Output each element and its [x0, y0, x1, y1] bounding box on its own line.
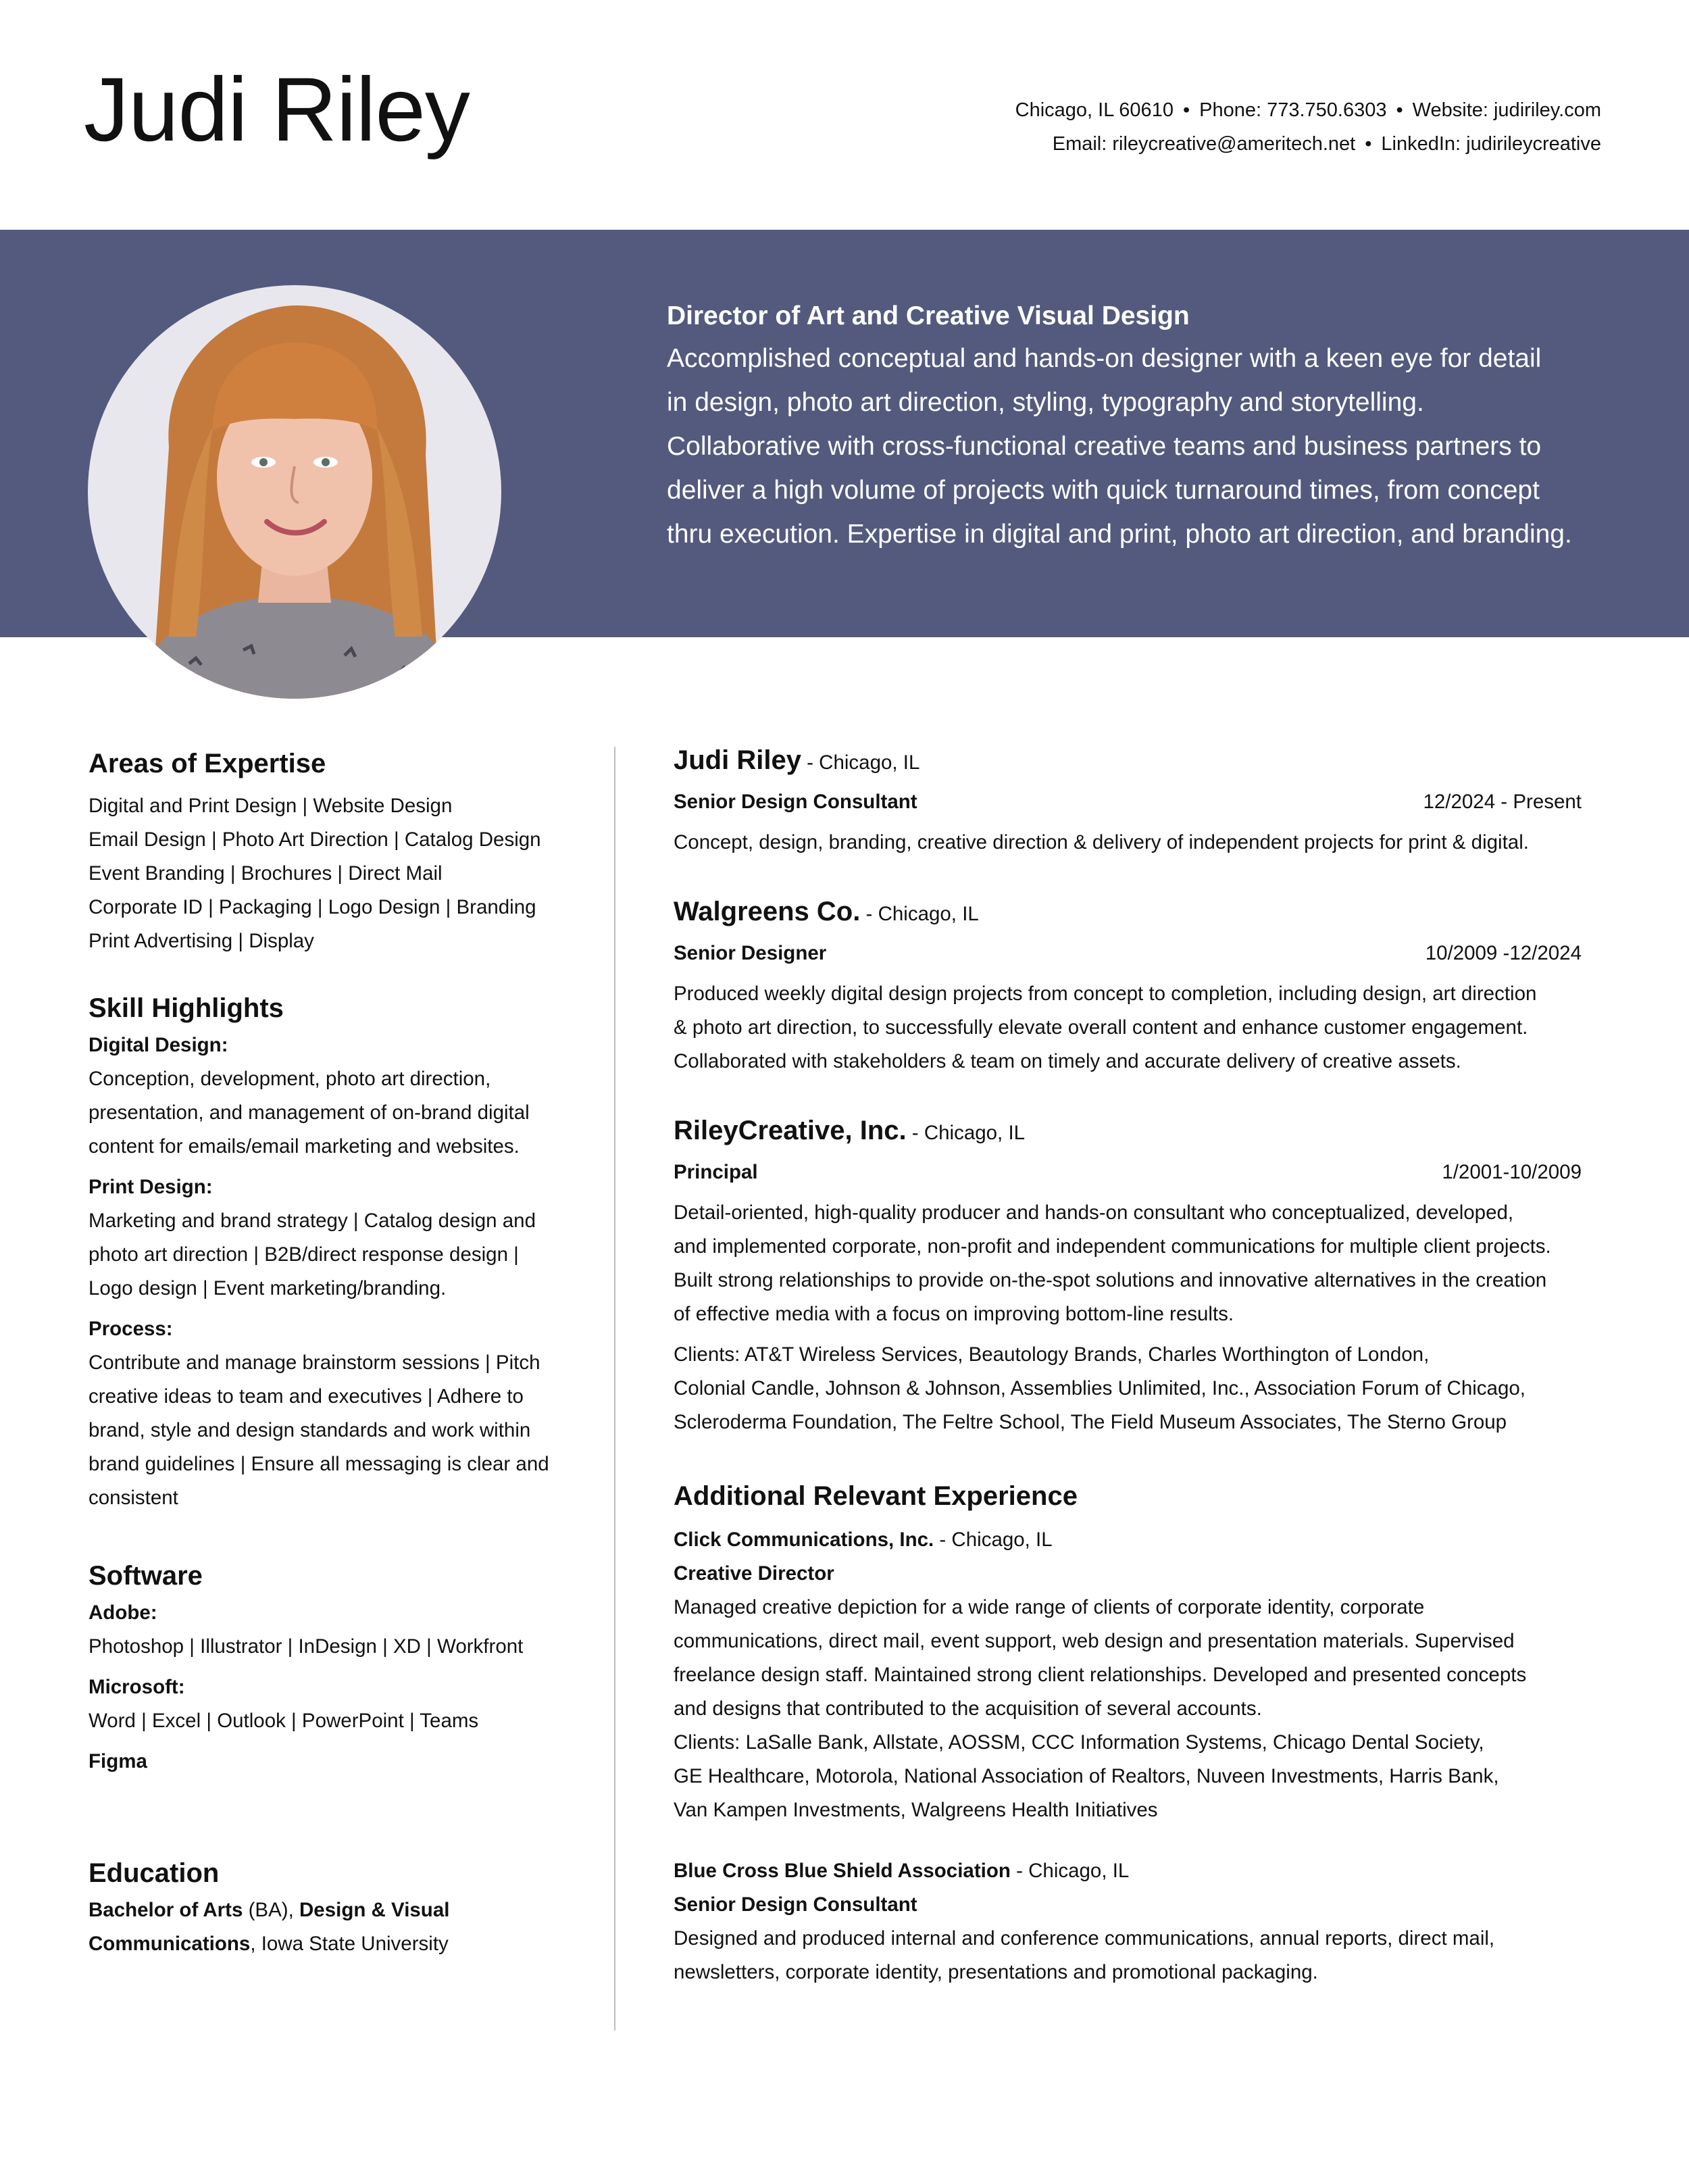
- profile-photo: [88, 285, 501, 699]
- software-microsoft-list: Word | Excel | Outlook | PowerPoint | Teams: [89, 1710, 479, 1732]
- portrait-illustration: [88, 285, 501, 699]
- skill-group-label: Digital Design:: [89, 1034, 228, 1056]
- job-heading: [674, 1114, 1606, 1150]
- job-entry: [674, 895, 1606, 1078]
- skill-line: content for emails/email marketing and websites.: [89, 1135, 520, 1158]
- separator-dot: •: [1182, 99, 1190, 121]
- job-role: Senior Design Consultant: [674, 791, 917, 813]
- job-entry: [674, 743, 1606, 860]
- skill-line: Contribute and manage brainstorm sessions | Pitch: [89, 1351, 540, 1374]
- contact-location: Chicago, IL 60610: [1015, 99, 1174, 121]
- job-desc-line: and implemented corporate, non-profit and independent communications for multiple client projects.: [674, 1235, 1551, 1258]
- contact-linkedin[interactable]: LinkedIn: judirileycreative: [1381, 133, 1601, 155]
- job-clients-line: Colonial Candle, Johnson & Johnson, Assemblies Unlimited, Inc., Association Forum of Chicago,: [674, 1377, 1526, 1399]
- skill-line: brand, style and design standards and work within: [89, 1419, 531, 1441]
- additional-location: - Chicago, IL: [934, 1529, 1053, 1551]
- software-adobe-label: Adobe:: [89, 1602, 157, 1624]
- skill-line: consistent: [89, 1487, 178, 1509]
- job-clients-line: Scleroderma Foundation, The Feltre School, The Field Museum Associates, The Sterno Group: [674, 1411, 1507, 1433]
- skill-group-label: Print Design:: [89, 1176, 213, 1198]
- summary-line: Accomplished conceptual and hands-on designer with a keen eye for detail: [667, 344, 1542, 373]
- additional-line: newsletters, corporate identity, presentations and promotional packaging.: [674, 1961, 1318, 1983]
- left-column: [89, 743, 588, 1961]
- expertise-heading: Areas of Expertise: [89, 749, 326, 778]
- job-desc-line: Concept, design, branding, creative direction & delivery of independent projects for print & digital.: [674, 831, 1529, 853]
- skill-group: [89, 1170, 588, 1306]
- skill-line: photo art direction | B2B/direct response design |: [89, 1243, 519, 1266]
- separator-dot: •: [1365, 133, 1372, 155]
- summary-line: in design, photo art direction, styling, typography and storytelling.: [667, 388, 1424, 417]
- job-location: - Chicago, IL: [860, 903, 979, 925]
- contact-line-2: [1015, 127, 1601, 161]
- additional-heading: Additional Relevant Experience: [674, 1481, 1078, 1511]
- job-location: - Chicago, IL: [906, 1122, 1026, 1144]
- job-company: Judi Riley: [674, 745, 801, 775]
- job-desc-line: Detail-oriented, high-quality producer and hands-on consultant who conceptualized, developed,: [674, 1201, 1514, 1224]
- skills-heading: Skill Highlights: [89, 993, 284, 1023]
- education-line-1: [89, 1893, 588, 1927]
- education-field: Communications: [89, 1933, 251, 1955]
- job-role-row: [674, 1156, 1606, 1189]
- skill-line: Marketing and brand strategy | Catalog design and: [89, 1210, 536, 1232]
- additional-role: Senior Design Consultant: [674, 1893, 917, 1916]
- contact-line-1: [1015, 93, 1601, 127]
- job-clients-line: Clients: AT&T Wireless Services, Beautology Brands, Charles Worthington of London,: [674, 1343, 1430, 1366]
- education-degree: Bachelor of Arts: [89, 1899, 243, 1921]
- job-role-row: [674, 937, 1606, 970]
- additional-company: Click Communications, Inc.: [674, 1529, 934, 1551]
- education-abbr: (BA),: [243, 1899, 299, 1921]
- additional-line: Managed creative depiction for a wide range of clients of corporate identity, corporate: [674, 1596, 1425, 1618]
- job-dates: 12/2024 - Present: [1423, 791, 1582, 813]
- skill-line: Logo design | Event marketing/branding.: [89, 1277, 447, 1299]
- additional-entry: [674, 1523, 1606, 1827]
- additional-company: Blue Cross Blue Shield Association: [674, 1860, 1011, 1882]
- column-divider: [614, 747, 615, 2031]
- summary-line: deliver a high volume of projects with quick turnaround times, from concept: [667, 476, 1540, 505]
- contact-website[interactable]: Website: judiriley.com: [1412, 99, 1601, 121]
- education-section: [89, 1853, 588, 1961]
- job-heading: [674, 895, 1606, 931]
- additional-line: Van Kampen Investments, Walgreens Health Initiatives: [674, 1799, 1158, 1821]
- additional-company-line: [674, 1854, 1606, 1888]
- additional-experience-section: [674, 1476, 1606, 1989]
- additional-line: freelance design staff. Maintained strong client relationships. Developed and presented concepts: [674, 1664, 1527, 1686]
- software-adobe-list: Photoshop | Illustrator | InDesign | XD | Workfront: [89, 1635, 524, 1658]
- expertise-section: [89, 743, 588, 958]
- job-desc-line: Built strong relationships to provide on-the-spot solutions and innovative alternatives in the creation: [674, 1269, 1547, 1291]
- job-dates: 1/2001-10/2009: [1442, 1161, 1582, 1183]
- resume-name: Judi Riley: [84, 59, 470, 160]
- job-desc-line: of effective media with a focus on improving bottom-line results.: [674, 1303, 1234, 1325]
- job-role: Principal: [674, 1161, 758, 1183]
- skills-section: [89, 988, 588, 1515]
- skill-group: [89, 1312, 588, 1515]
- right-column: [674, 743, 1606, 1989]
- job-role-row: [674, 785, 1606, 819]
- skill-line: presentation, and management of on-brand digital: [89, 1101, 530, 1124]
- contact-phone: Phone: 773.750.6303: [1199, 99, 1387, 121]
- job-clients: [674, 1338, 1606, 1439]
- summary-body: [667, 337, 1626, 556]
- skill-line: Conception, development, photo art direction,: [89, 1068, 491, 1090]
- additional-line: Designed and produced internal and conference communications, annual reports, direct mail,: [674, 1927, 1495, 1950]
- education-field: Design & Visual: [299, 1899, 450, 1921]
- additional-entry: [674, 1854, 1606, 1989]
- additional-line: communications, direct mail, event support, web design and presentation materials. Supervised: [674, 1630, 1515, 1652]
- software-section: [89, 1556, 588, 1779]
- skill-group: [89, 1028, 588, 1164]
- summary-line: Collaborative with cross-functional creative teams and business partners to: [667, 432, 1542, 461]
- job-location: - Chicago, IL: [801, 751, 920, 774]
- summary-title: Director of Art and Creative Visual Design: [667, 301, 1190, 330]
- additional-line: GE Healthcare, Motorola, National Association of Realtors, Nuveen Investments, Harris Bank,: [674, 1765, 1499, 1787]
- additional-location: - Chicago, IL: [1010, 1860, 1130, 1882]
- job-desc-line: Produced weekly digital design projects from concept to completion, including design, art direction: [674, 983, 1537, 1005]
- contact-info: [1015, 93, 1601, 161]
- additional-line: Clients: LaSalle Bank, Allstate, AOSSM, CCC Information Systems, Chicago Dental Society,: [674, 1731, 1484, 1754]
- software-heading: Software: [89, 1561, 203, 1591]
- job-company: RileyCreative, Inc.: [674, 1116, 907, 1145]
- job-entry: [674, 1114, 1606, 1439]
- job-desc-line: Collaborated with stakeholders & team on timely and accurate delivery of creative assets.: [674, 1050, 1461, 1072]
- job-desc: [674, 977, 1606, 1078]
- additional-role: Creative Director: [674, 1562, 834, 1585]
- job-role: Senior Designer: [674, 942, 827, 964]
- expertise-line: Digital and Print Design | Website Design: [89, 795, 453, 817]
- job-desc: [674, 1196, 1606, 1331]
- education-line-2: [89, 1927, 588, 1961]
- skill-group-label: Process:: [89, 1318, 173, 1340]
- expertise-line: Email Design | Photo Art Direction | Catalog Design: [89, 828, 541, 851]
- summary-line: thru execution. Expertise in digital and print, photo art direction, and branding.: [667, 520, 1572, 549]
- education-school: , Iowa State University: [250, 1933, 449, 1955]
- job-company: Walgreens Co.: [674, 897, 861, 926]
- job-heading: [674, 743, 1606, 780]
- expertise-line: Corporate ID | Packaging | Logo Design | Branding: [89, 896, 536, 918]
- additional-company-line: [674, 1523, 1606, 1557]
- software-microsoft-label: Microsoft:: [89, 1676, 185, 1698]
- skill-line: creative ideas to team and executives | Adhere to: [89, 1385, 524, 1408]
- expertise-line: Print Advertising | Display: [89, 930, 314, 952]
- job-desc-line: & photo art direction, to successfully elevate overall content and enhance customer engagement.: [674, 1016, 1528, 1039]
- separator-dot: •: [1396, 99, 1403, 121]
- additional-line: and designs that contributed to the acquisition of several accounts.: [674, 1697, 1262, 1720]
- software-figma: Figma: [89, 1750, 147, 1772]
- education-heading: Education: [89, 1858, 220, 1888]
- contact-email[interactable]: Email: rileycreative@ameritech.net: [1052, 133, 1356, 155]
- professional-summary: [667, 296, 1626, 556]
- job-dates: 10/2009 -12/2024: [1425, 942, 1582, 964]
- skill-line: brand guidelines | Ensure all messaging is clear and: [89, 1453, 549, 1475]
- expertise-line: Event Branding | Brochures | Direct Mail: [89, 862, 443, 885]
